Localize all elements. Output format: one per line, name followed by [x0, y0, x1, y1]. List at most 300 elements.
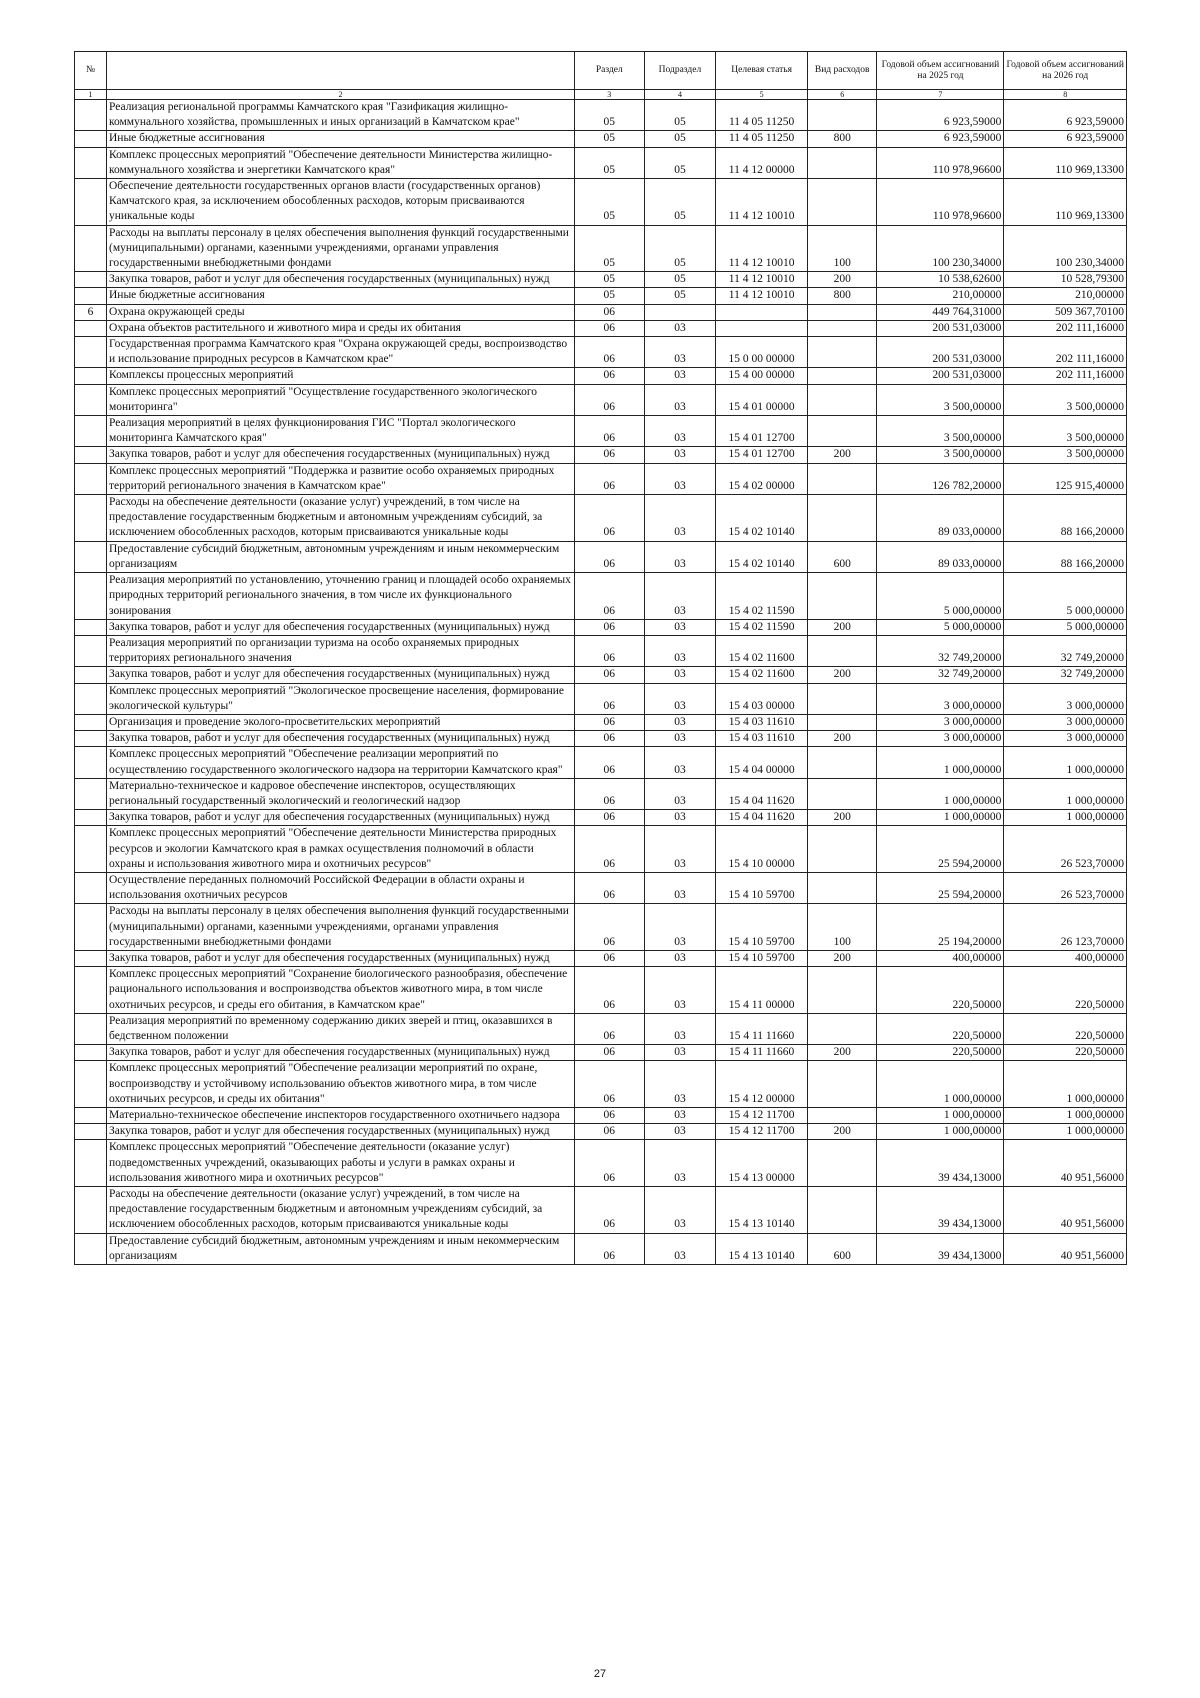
row-section: 06 [575, 447, 645, 463]
row-section: 06 [575, 337, 645, 368]
row-name: Закупка товаров, работ и услуг для обеспечения государственных (муниципальных) нужд [107, 1045, 575, 1061]
row-name: Расходы на выплаты персоналу в целях обеспечения выполнения функций государственными (муниципальными) органами, казенными учреждениями, органами управления государственными внебюджетными фондами [107, 904, 575, 951]
table-row [75, 731, 1127, 747]
row-expense-type [807, 573, 877, 620]
row-subsection: 03 [644, 667, 716, 683]
row-amount-2026: 26 523,70000 [1004, 826, 1127, 873]
row-expense-type [807, 384, 877, 415]
row-amount-2026: 202 111,16000 [1004, 320, 1127, 336]
row-target-article: 11 4 05 11250 [716, 131, 808, 147]
row-target-article: 15 4 03 00000 [716, 683, 808, 714]
row-expense-type: 200 [807, 272, 877, 288]
header-row [75, 52, 1127, 90]
row-name: Иные бюджетные ассигнования [107, 131, 575, 147]
row-amount-2025: 6 923,59000 [877, 100, 1004, 131]
row-amount-2025: 39 434,13000 [877, 1187, 1004, 1234]
row-amount-2026: 220,50000 [1004, 1013, 1127, 1044]
row-amount-2025: 1 000,00000 [877, 1124, 1004, 1140]
row-expense-type: 800 [807, 288, 877, 304]
budget-table [74, 51, 1127, 1265]
column-number: 8 [1004, 90, 1127, 100]
row-subsection: 05 [644, 288, 716, 304]
row-target-article: 15 4 04 11620 [716, 810, 808, 826]
row-amount-2026: 3 500,00000 [1004, 384, 1127, 415]
row-name: Охрана объектов растительного и животного мира и среды их обитания [107, 320, 575, 336]
row-target-article: 15 4 02 11600 [716, 635, 808, 666]
row-amount-2026: 32 749,20000 [1004, 635, 1127, 666]
row-amount-2025: 89 033,00000 [877, 495, 1004, 542]
row-name: Закупка товаров, работ и услуг для обеспечения государственных (муниципальных) нужд [107, 447, 575, 463]
table-row [75, 635, 1127, 666]
row-name: Предоставление субсидий бюджетным, автономным учреждениям и иным некоммерческим организациям [107, 1233, 575, 1264]
row-name: Расходы на выплаты персоналу в целях обеспечения выполнения функций государственными (муниципальными) органами, казенными учреждениями, органами управления государственными внебюджетными фондами [107, 225, 575, 272]
row-amount-2026: 6 923,59000 [1004, 100, 1127, 131]
row-target-article: 15 4 02 10140 [716, 495, 808, 542]
row-number [75, 1124, 107, 1140]
row-subsection: 05 [644, 225, 716, 272]
row-target-article: 15 4 11 00000 [716, 967, 808, 1014]
row-name: Предоставление субсидий бюджетным, автономным учреждениям и иным некоммерческим организациям [107, 541, 575, 572]
row-name: Осуществление переданных полномочий Российской Федерации в области охраны и использования охотничьих ресурсов [107, 872, 575, 903]
row-target-article [716, 304, 808, 320]
row-name: Комплекс процессных мероприятий "Осуществление государственного экологического мониторинга" [107, 384, 575, 415]
row-number [75, 667, 107, 683]
row-name: Материально-техническое и кадровое обеспечение инспекторов, осуществляющих региональный государственный экологический и геологический надзор [107, 778, 575, 809]
row-expense-type [807, 147, 877, 178]
row-name: Комплекс процессных мероприятий "Обеспечение реализации мероприятий по осуществлению государственного экологического надзора на территории Камчатского края" [107, 747, 575, 778]
row-expense-type [807, 495, 877, 542]
row-section: 06 [575, 967, 645, 1014]
row-amount-2025: 110 978,96600 [877, 147, 1004, 178]
row-target-article: 15 4 13 00000 [716, 1140, 808, 1187]
row-target-article: 15 4 11 11660 [716, 1045, 808, 1061]
row-number [75, 272, 107, 288]
row-subsection: 03 [644, 619, 716, 635]
row-target-article: 15 0 00 00000 [716, 337, 808, 368]
row-subsection: 03 [644, 573, 716, 620]
page-number: 27 [593, 1668, 607, 1680]
row-number [75, 1108, 107, 1124]
row-number [75, 225, 107, 272]
table-row [75, 100, 1127, 131]
row-section: 05 [575, 225, 645, 272]
row-name: Расходы на обеспечение деятельности (оказание услуг) учреждений, в том числе на предоставление государственным бюджетным и автономным учреждениям субсидий, за исключением обособленных расходов, которым присваиваются уникальные коды [107, 1187, 575, 1234]
table-row [75, 447, 1127, 463]
table-row [75, 747, 1127, 778]
row-section: 06 [575, 573, 645, 620]
column-number: 5 [716, 90, 808, 100]
row-expense-type [807, 872, 877, 903]
row-section: 05 [575, 100, 645, 131]
row-target-article: 11 4 12 10010 [716, 288, 808, 304]
table-row [75, 337, 1127, 368]
row-subsection: 03 [644, 541, 716, 572]
column-number: 4 [644, 90, 716, 100]
row-name: Комплекс процессных мероприятий "Обеспечение деятельности (оказание услуг) подведомственных учреждений, оказывающих работы и услуги в рамках охраны и использования животного мира и охотничьих ресурсов" [107, 1140, 575, 1187]
header-col-section: Раздел [575, 52, 645, 90]
table-row [75, 1045, 1127, 1061]
row-section: 06 [575, 619, 645, 635]
row-subsection: 03 [644, 778, 716, 809]
row-expense-type [807, 1061, 877, 1108]
row-number [75, 1187, 107, 1234]
row-section: 06 [575, 714, 645, 730]
row-expense-type: 600 [807, 541, 877, 572]
row-expense-type: 100 [807, 225, 877, 272]
row-expense-type [807, 368, 877, 384]
row-amount-2025: 449 764,31000 [877, 304, 1004, 320]
row-amount-2025: 220,50000 [877, 1045, 1004, 1061]
row-subsection: 03 [644, 463, 716, 494]
row-subsection [644, 304, 716, 320]
row-amount-2025: 10 538,62600 [877, 272, 1004, 288]
table-row [75, 872, 1127, 903]
row-amount-2026: 1 000,00000 [1004, 778, 1127, 809]
row-subsection: 03 [644, 447, 716, 463]
row-amount-2026: 40 951,56000 [1004, 1187, 1127, 1234]
row-name: Комплекс процессных мероприятий "Обеспечение реализации мероприятий по охране, воспроизводству и устойчивому использованию объектов животного мира, в том числе охотничьих ресурсов, и среды их обитания" [107, 1061, 575, 1108]
row-expense-type [807, 100, 877, 131]
table-row [75, 147, 1127, 178]
row-target-article: 15 4 01 12700 [716, 447, 808, 463]
row-section: 06 [575, 541, 645, 572]
row-target-article: 15 4 02 11600 [716, 667, 808, 683]
row-section: 06 [575, 1233, 645, 1264]
row-amount-2026: 10 528,79300 [1004, 272, 1127, 288]
row-subsection: 03 [644, 826, 716, 873]
row-amount-2025: 39 434,13000 [877, 1233, 1004, 1264]
table-row [75, 810, 1127, 826]
row-target-article: 15 4 01 00000 [716, 384, 808, 415]
table-row [75, 225, 1127, 272]
row-target-article: 15 4 03 11610 [716, 731, 808, 747]
column-number: 2 [107, 90, 575, 100]
row-amount-2025: 220,50000 [877, 1013, 1004, 1044]
row-expense-type [807, 1140, 877, 1187]
row-amount-2025: 100 230,34000 [877, 225, 1004, 272]
row-name: Закупка товаров, работ и услуг для обеспечения государственных (муниципальных) нужд [107, 1124, 575, 1140]
row-section: 06 [575, 1140, 645, 1187]
row-subsection: 03 [644, 904, 716, 951]
column-number: 6 [807, 90, 877, 100]
row-amount-2025: 5 000,00000 [877, 619, 1004, 635]
row-amount-2025: 25 194,20000 [877, 904, 1004, 951]
row-amount-2026: 1 000,00000 [1004, 810, 1127, 826]
row-number [75, 731, 107, 747]
row-expense-type: 200 [807, 619, 877, 635]
row-number [75, 288, 107, 304]
row-section: 06 [575, 904, 645, 951]
row-target-article: 15 4 13 10140 [716, 1187, 808, 1234]
row-subsection: 05 [644, 179, 716, 226]
row-expense-type: 200 [807, 447, 877, 463]
row-expense-type [807, 778, 877, 809]
row-section: 06 [575, 872, 645, 903]
row-number [75, 810, 107, 826]
row-name: Комплекс процессных мероприятий "Обеспечение деятельности Министерства природных ресурсов и экологии Камчатского края в рамках осуществления полномочий в области охраны и использования животного мира и охотничьих ресурсов" [107, 826, 575, 873]
row-target-article: 15 4 12 11700 [716, 1108, 808, 1124]
row-amount-2025: 1 000,00000 [877, 1061, 1004, 1108]
row-number [75, 179, 107, 226]
row-amount-2025: 6 923,59000 [877, 131, 1004, 147]
row-section: 05 [575, 272, 645, 288]
row-section: 06 [575, 810, 645, 826]
row-subsection: 03 [644, 1124, 716, 1140]
row-target-article: 11 4 12 00000 [716, 147, 808, 178]
row-number [75, 541, 107, 572]
row-amount-2026: 88 166,20000 [1004, 541, 1127, 572]
row-amount-2026: 1 000,00000 [1004, 1124, 1127, 1140]
row-amount-2026: 3 500,00000 [1004, 447, 1127, 463]
row-amount-2026: 32 749,20000 [1004, 667, 1127, 683]
row-target-article: 15 4 10 59700 [716, 950, 808, 966]
row-number [75, 1061, 107, 1108]
table-row [75, 541, 1127, 572]
row-name: Иные бюджетные ассигнования [107, 288, 575, 304]
row-number [75, 747, 107, 778]
row-name: Комплекс процессных мероприятий "Сохранение биологического разнообразия, обеспечение рационального использования и воспроизводства объектов животного мира, в том числе охотничьих ресурсов, и среды его обитания, в Камчатском крае" [107, 967, 575, 1014]
row-name: Государственная программа Камчатского края "Охрана окружающей среды, воспроизводство и использование природных ресурсов в Камчатском крае" [107, 337, 575, 368]
row-expense-type [807, 1013, 877, 1044]
row-expense-type [807, 747, 877, 778]
row-amount-2026: 1 000,00000 [1004, 1061, 1127, 1108]
row-subsection: 03 [644, 1045, 716, 1061]
row-expense-type: 800 [807, 131, 877, 147]
row-subsection: 03 [644, 337, 716, 368]
row-amount-2026: 40 951,56000 [1004, 1140, 1127, 1187]
header-col-2026: Годовой объем ассигнований на 2026 год [1004, 52, 1127, 90]
row-amount-2026: 100 230,34000 [1004, 225, 1127, 272]
table-row [75, 288, 1127, 304]
row-amount-2025: 3 500,00000 [877, 384, 1004, 415]
row-target-article: 15 4 10 59700 [716, 904, 808, 951]
row-subsection: 03 [644, 683, 716, 714]
row-name: Расходы на обеспечение деятельности (оказание услуг) учреждений, в том числе на предоставление государственным бюджетным и автономным учреждениям субсидий, за исключением обособленных расходов, которым присваиваются уникальные коды [107, 495, 575, 542]
row-expense-type: 200 [807, 1124, 877, 1140]
row-expense-type: 200 [807, 667, 877, 683]
row-amount-2025: 1 000,00000 [877, 810, 1004, 826]
row-expense-type: 200 [807, 731, 877, 747]
table-row [75, 179, 1127, 226]
row-section: 06 [575, 1061, 645, 1108]
header-col-subsection: Подраздел [644, 52, 716, 90]
row-amount-2026: 110 969,13300 [1004, 179, 1127, 226]
row-amount-2025: 3 500,00000 [877, 416, 1004, 447]
row-expense-type: 200 [807, 810, 877, 826]
table-row [75, 368, 1127, 384]
column-numbers-row [75, 90, 1127, 100]
row-number [75, 1045, 107, 1061]
header-col-name [107, 52, 575, 90]
row-amount-2025: 200 531,03000 [877, 320, 1004, 336]
row-target-article: 11 4 12 10010 [716, 225, 808, 272]
row-target-article: 15 4 12 11700 [716, 1124, 808, 1140]
row-number [75, 131, 107, 147]
row-amount-2025: 3 500,00000 [877, 447, 1004, 463]
row-amount-2026: 3 000,00000 [1004, 714, 1127, 730]
row-amount-2025: 89 033,00000 [877, 541, 1004, 572]
row-number [75, 416, 107, 447]
row-target-article [716, 320, 808, 336]
table-row [75, 1140, 1127, 1187]
row-amount-2026: 40 951,56000 [1004, 1233, 1127, 1264]
row-name: Материально-техническое обеспечение инспекторов государственного охотничьего надзора [107, 1108, 575, 1124]
row-amount-2026: 202 111,16000 [1004, 337, 1127, 368]
row-target-article: 11 4 05 11250 [716, 100, 808, 131]
row-amount-2026: 88 166,20000 [1004, 495, 1127, 542]
row-name: Закупка товаров, работ и услуг для обеспечения государственных (муниципальных) нужд [107, 810, 575, 826]
table-row [75, 950, 1127, 966]
row-amount-2025: 25 594,20000 [877, 872, 1004, 903]
table-row [75, 463, 1127, 494]
row-amount-2025: 3 000,00000 [877, 683, 1004, 714]
row-subsection: 03 [644, 950, 716, 966]
row-section: 06 [575, 304, 645, 320]
row-subsection: 05 [644, 147, 716, 178]
row-number [75, 635, 107, 666]
row-number [75, 826, 107, 873]
row-amount-2025: 200 531,03000 [877, 368, 1004, 384]
row-amount-2025: 1 000,00000 [877, 747, 1004, 778]
table-row [75, 416, 1127, 447]
header-col-target: Целевая статья [716, 52, 808, 90]
row-section: 06 [575, 1108, 645, 1124]
row-expense-type [807, 179, 877, 226]
row-number [75, 147, 107, 178]
row-expense-type [807, 826, 877, 873]
row-amount-2026: 210,00000 [1004, 288, 1127, 304]
row-target-article: 15 4 10 00000 [716, 826, 808, 873]
row-amount-2025: 400,00000 [877, 950, 1004, 966]
column-number: 3 [575, 90, 645, 100]
row-number [75, 683, 107, 714]
row-name: Комплексы процессных мероприятий [107, 368, 575, 384]
row-name: Реализация региональной программы Камчатского края "Газификация жилищно-коммунального хозяйства, промышленных и иных организаций в Камчатском крае" [107, 100, 575, 131]
row-expense-type: 200 [807, 1045, 877, 1061]
row-section: 06 [575, 368, 645, 384]
row-amount-2025: 126 782,20000 [877, 463, 1004, 494]
table-row [75, 714, 1127, 730]
row-subsection: 03 [644, 384, 716, 415]
table-row [75, 1233, 1127, 1264]
row-amount-2026: 26 123,70000 [1004, 904, 1127, 951]
row-section: 05 [575, 179, 645, 226]
row-name: Реализация мероприятий в целях функционирования ГИС "Портал экологического мониторинга Камчатского края" [107, 416, 575, 447]
row-section: 05 [575, 131, 645, 147]
row-name: Закупка товаров, работ и услуг для обеспечения государственных (муниципальных) нужд [107, 619, 575, 635]
row-amount-2026: 400,00000 [1004, 950, 1127, 966]
row-name: Закупка товаров, работ и услуг для обеспечения государственных (муниципальных) нужд [107, 731, 575, 747]
row-number [75, 950, 107, 966]
row-expense-type [807, 337, 877, 368]
row-target-article: 11 4 12 10010 [716, 272, 808, 288]
table-body [75, 100, 1127, 1265]
row-number: 6 [75, 304, 107, 320]
row-amount-2025: 1 000,00000 [877, 1108, 1004, 1124]
row-section: 06 [575, 416, 645, 447]
row-section: 06 [575, 1045, 645, 1061]
table-row [75, 320, 1127, 336]
row-target-article: 15 4 10 59700 [716, 872, 808, 903]
row-section: 06 [575, 667, 645, 683]
row-subsection: 05 [644, 131, 716, 147]
table-row [75, 1013, 1127, 1044]
row-section: 06 [575, 747, 645, 778]
row-expense-type [807, 1108, 877, 1124]
row-subsection: 03 [644, 714, 716, 730]
table-row [75, 1124, 1127, 1140]
row-target-article: 15 4 04 00000 [716, 747, 808, 778]
row-amount-2026: 202 111,16000 [1004, 368, 1127, 384]
row-section: 06 [575, 463, 645, 494]
row-section: 06 [575, 1013, 645, 1044]
row-name: Реализация мероприятий по установлению, уточнению границ и площадей особо охраняемых природных территорий регионального значения, в том числе их функционального зонирования [107, 573, 575, 620]
row-subsection: 03 [644, 320, 716, 336]
row-subsection: 05 [644, 100, 716, 131]
column-number: 1 [75, 90, 107, 100]
table-row [75, 967, 1127, 1014]
row-number [75, 463, 107, 494]
row-subsection: 03 [644, 416, 716, 447]
row-section: 06 [575, 826, 645, 873]
row-amount-2025: 3 000,00000 [877, 714, 1004, 730]
table-row [75, 667, 1127, 683]
row-amount-2025: 3 000,00000 [877, 731, 1004, 747]
row-target-article: 15 4 01 12700 [716, 416, 808, 447]
row-amount-2025: 1 000,00000 [877, 778, 1004, 809]
row-number [75, 100, 107, 131]
row-subsection: 03 [644, 1233, 716, 1264]
row-number [75, 1233, 107, 1264]
row-expense-type [807, 463, 877, 494]
row-number [75, 447, 107, 463]
row-section: 06 [575, 635, 645, 666]
row-expense-type: 200 [807, 950, 877, 966]
table-row [75, 1061, 1127, 1108]
row-target-article: 15 4 11 11660 [716, 1013, 808, 1044]
row-name: Закупка товаров, работ и услуг для обеспечения государственных (муниципальных) нужд [107, 950, 575, 966]
row-amount-2026: 5 000,00000 [1004, 619, 1127, 635]
row-amount-2025: 32 749,20000 [877, 635, 1004, 666]
row-expense-type [807, 304, 877, 320]
row-section: 06 [575, 731, 645, 747]
row-subsection: 03 [644, 1061, 716, 1108]
row-expense-type [807, 714, 877, 730]
row-number [75, 337, 107, 368]
row-target-article: 15 4 02 11590 [716, 573, 808, 620]
table-row [75, 1108, 1127, 1124]
row-amount-2026: 110 969,13300 [1004, 147, 1127, 178]
row-number [75, 714, 107, 730]
row-number [75, 384, 107, 415]
row-amount-2025: 32 749,20000 [877, 667, 1004, 683]
row-amount-2025: 5 000,00000 [877, 573, 1004, 620]
table-row [75, 826, 1127, 873]
row-expense-type [807, 635, 877, 666]
row-expense-type [807, 683, 877, 714]
row-name: Комплекс процессных мероприятий "Обеспечение деятельности Министерства жилищно-коммунального хозяйства и энергетики Камчатского края" [107, 147, 575, 178]
row-name: Комплекс процессных мероприятий "Поддержка и развитие особо охраняемых природных территорий регионального значения в Камчатском крае" [107, 463, 575, 494]
row-number [75, 1140, 107, 1187]
table-row [75, 573, 1127, 620]
table-row [75, 495, 1127, 542]
header-col-2025: Годовой объем ассигнований на 2025 год [877, 52, 1004, 90]
table-row [75, 683, 1127, 714]
row-target-article: 15 4 02 10140 [716, 541, 808, 572]
table-row [75, 304, 1127, 320]
row-section: 06 [575, 950, 645, 966]
row-section: 06 [575, 778, 645, 809]
